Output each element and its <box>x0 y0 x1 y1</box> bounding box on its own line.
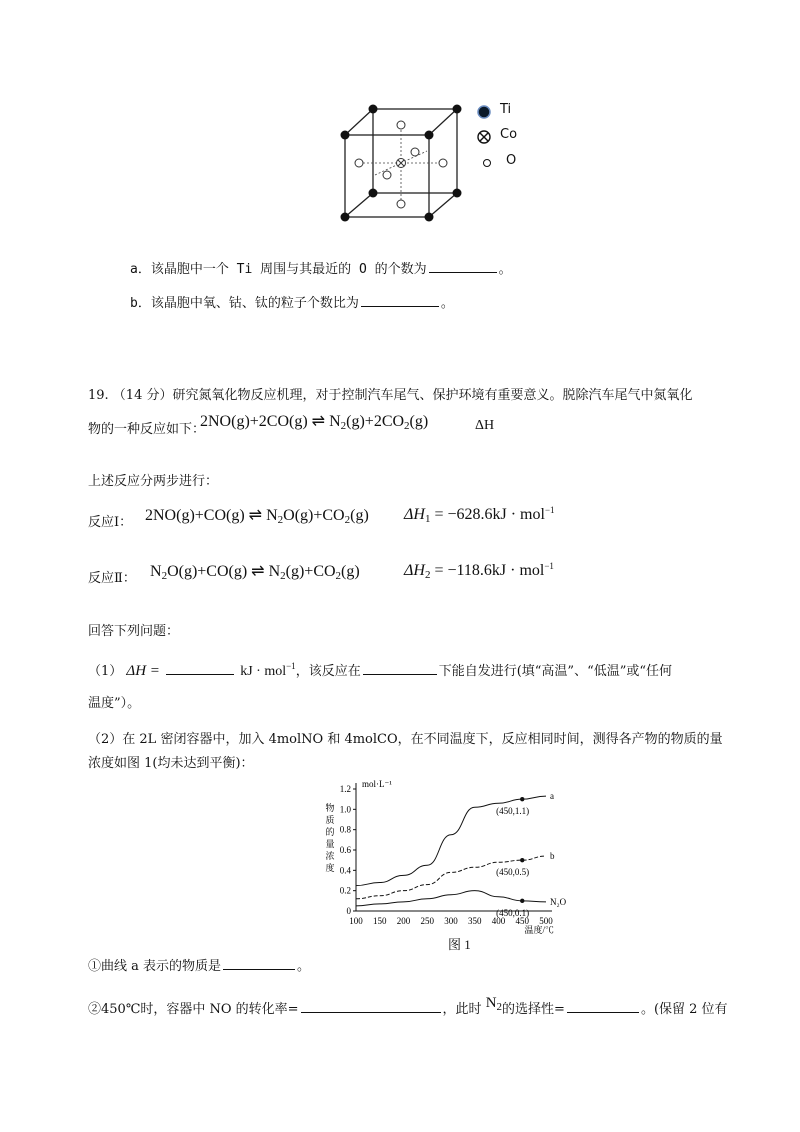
answer-blank[interactable] <box>166 663 234 675</box>
reaction-2-label-text: 反应Ⅱ： <box>88 571 136 586</box>
sub-question-1-end: 。 <box>297 959 311 974</box>
filled-circle-icon <box>476 104 492 120</box>
q19-main-equation: 2NO(g)+2CO(g) ⇌ $N_2(g)+2CO_2(g)$ <box>200 413 429 432</box>
part-1-num: （1） <box>88 664 123 679</box>
y-axis-label-char: 量 <box>325 839 335 849</box>
series-line-2 <box>356 891 546 906</box>
x-tick-label: 350 <box>468 916 482 926</box>
y-tick-label: 0.6 <box>339 845 351 855</box>
y-unit: mol·L⁻¹ <box>362 779 392 789</box>
y-tick-label: 0.4 <box>339 865 351 876</box>
sub-question-1 <box>88 955 310 974</box>
reaction-2-equation: $N_2O(g)+CO(g)$ ⇌ $N_2(g)+CO_2(g)$ <box>150 563 360 582</box>
n2-formula: $N_2$ <box>485 995 503 1013</box>
y-tick-label: 0.8 <box>339 824 351 835</box>
answer-intro: 回答下列问题： <box>88 624 180 639</box>
part-1-line2: 温度”）。 <box>88 696 141 711</box>
q18-a-end: 。 <box>498 262 512 277</box>
series-point-450-1 <box>520 858 524 862</box>
reaction-1-dh: $\Delta H_1 = -628.6kJ \cdot mol^{-1}$ <box>404 505 555 525</box>
open-circle-icon <box>481 157 497 173</box>
reaction-2-label <box>88 567 136 586</box>
sub-question-2-text-d: 。(保留 2 位有 <box>640 1002 728 1017</box>
series-point-450-0 <box>520 797 524 801</box>
part-1-text-b: ，该反应在 <box>295 664 361 679</box>
figure-1-chart <box>318 775 568 935</box>
y-tick-label: 0.2 <box>339 885 351 896</box>
reaction-1-equation: 2NO(g)+CO(g) ⇌ $N_2O(g)+CO_2(g)$ <box>145 507 369 526</box>
sub-question-2 <box>88 995 728 1019</box>
series-name-2: N₂O <box>550 896 567 907</box>
sub-question-2-text-b: ，此时 <box>442 1002 482 1017</box>
part-2-line1: （2）在 2L 密闭容器中，加入 4molNO 和 4molCO，在不同温度下，反应相同时间，测得各产物的物质的量 <box>88 732 723 747</box>
answer-blank[interactable] <box>429 261 497 273</box>
q18-b <box>130 292 454 311</box>
series-point-450-2 <box>520 899 524 903</box>
sub-question-2-text-a: ②450℃时，容器中 NO 的转化率= <box>88 1002 299 1017</box>
answer-blank[interactable] <box>301 1001 441 1013</box>
y-tick-label: 0 <box>346 906 351 916</box>
series-name-1: b <box>550 851 555 862</box>
crystal-cell-figure <box>330 95 560 225</box>
y-axis-label-char: 浓 <box>325 851 335 861</box>
x-tick-label: 100 <box>349 916 363 926</box>
figure-caption: 图 1 <box>448 937 471 952</box>
part-1-unit: kJ · mol$^{-1}$ <box>240 661 296 679</box>
x-axis-label: 温度/℃ <box>524 925 554 935</box>
x-tick-label: 200 <box>396 916 411 926</box>
answer-blank[interactable] <box>361 295 439 307</box>
series-line-1 <box>356 856 546 899</box>
sub-question-2-text-c: 的选择性= <box>502 1002 565 1017</box>
q18-b-end: 。 <box>440 296 454 311</box>
x-tick-label: 500 <box>539 916 553 926</box>
x-tick-label: 250 <box>420 916 434 926</box>
annotation-1: (450,0.5) <box>496 867 530 878</box>
q18-a <box>130 258 512 277</box>
y-tick-label: 1.0 <box>339 804 351 815</box>
q18-b-text: b．该晶胞中氧、钴、钛的粒子个数比为 <box>130 296 359 311</box>
x-tick-label: 300 <box>444 916 458 926</box>
q19-intro-line2: 物的一种反应如下： <box>88 422 206 437</box>
series-name-0: a <box>550 791 554 802</box>
part-1 <box>88 660 672 680</box>
y-axis-label-char: 质 <box>325 815 335 825</box>
q19-steps-intro: 上述反应分两步进行： <box>88 474 219 489</box>
answer-blank[interactable] <box>567 1001 639 1013</box>
q19-intro-line1: 19. （14 分）研究氮氧化物反应机理，对于控制汽车尾气、保护环境有重要意义。脱除汽车尾气中氮氧化 <box>88 388 693 403</box>
answer-blank[interactable] <box>223 958 295 970</box>
part-1-dh-label: ΔH = <box>126 663 160 679</box>
reaction-1-label <box>88 511 132 530</box>
reaction-2-dh: $\Delta H_2 = -118.6kJ \cdot mol^{-1}$ <box>404 561 554 581</box>
part-1-text-c: 下能自发进行(填“高温”、“低温”或“任何 <box>438 664 673 679</box>
reaction-1-label-text: 反应Ⅰ： <box>88 515 133 530</box>
x-tick-label: 450 <box>515 916 529 926</box>
q19-main-dh: ΔH <box>475 418 495 433</box>
x-tick-label: 400 <box>491 916 506 926</box>
y-axis-label-char: 度 <box>325 863 335 873</box>
sub-question-1-text: ①曲线 a 表示的物质是 <box>88 959 222 974</box>
answer-blank[interactable] <box>363 663 437 675</box>
y-axis-label-char: 物 <box>325 803 335 813</box>
y-tick-label: 1.2 <box>339 784 351 794</box>
y-axis-label-char: 的 <box>325 827 335 837</box>
part-2-line2: 浓度如图 1(均未达到平衡)： <box>88 756 254 771</box>
annotation-2: (450,0.1) <box>496 907 530 918</box>
q18-a-text: a．该晶胞中一个 Ti 周围与其最近的 O 的个数为 <box>130 262 427 277</box>
circled-x-icon <box>476 129 492 145</box>
x-tick-label: 150 <box>373 916 387 926</box>
annotation-0: (450,1.1) <box>496 806 530 817</box>
